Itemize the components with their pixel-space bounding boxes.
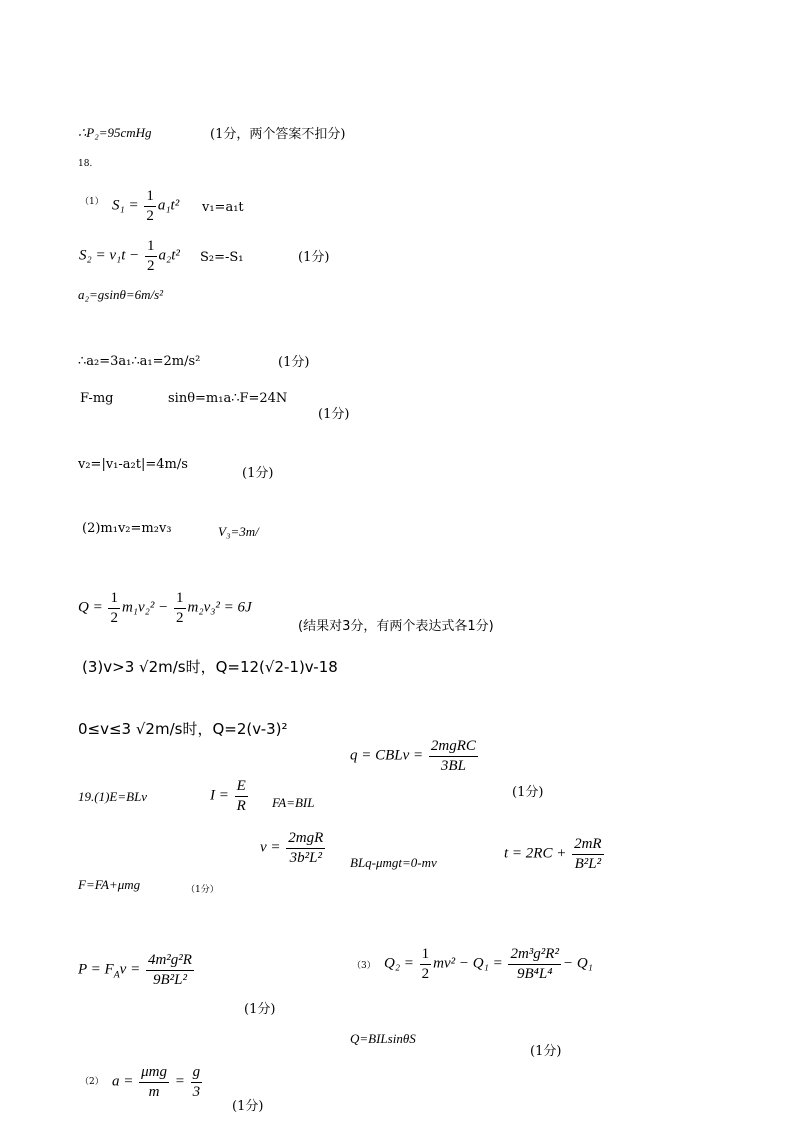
v2-score-note: (1分) [242,466,274,481]
acceleration-score-note: (1分) [232,1099,264,1114]
formula-heat-q: Q = $\frac{1}{2}$ m₁v₂² − $\frac{1}{2}$ m₂v₃² = 6J [78,590,252,626]
part3-case-2: 0≤v≤3 √2m/s时，Q=2(v-3)² [78,720,288,738]
formula-current-i: I = $\frac{E}{R}$ [210,778,246,814]
heat-expression-score-note: (1分) [530,1044,562,1059]
formula-charge-q: q = CBLv = $\frac{\text{2mgRC}}{3BL}$ [350,738,476,774]
v1-expression: v₁=a₁t [202,200,244,215]
part3-case-1: (3)v>3 √2m/s时，Q=12(√2-1)v-18 [82,658,338,676]
a2-expression: a₂=gsinθ=6m/s² [78,287,164,302]
formula-heat-q2: Q₂ = $\frac{1}{2}$ mv² − Q₁ = $\frac{\text{2m³g²R²}}{\text{9B⁴L⁴}}$ − Q₁ [384,946,593,982]
s2-score-note: (1分) [298,250,330,265]
ampere-force: FA=BIL [272,795,315,810]
a2-a1-score-note: (1分) [278,355,310,370]
a2-a1-relation: ∴a₂=3a₁∴a₁=2m/s² [78,354,201,369]
p2-score-note: (1分，两个答案不扣分) [210,127,346,142]
force-sum: F=FA+μmg [78,877,141,892]
formula-power-p: $P = F_Av$ = $\frac{\text{4m²g²R}}{\text{9B²L²}}$ [78,952,192,988]
force-sum-score-note: （1分） [186,885,219,895]
formula-time-t: t = 2RC + $\frac{2mR}{\text{B²L²}}$ [504,836,602,872]
q19-emf: 19.(1)E=BLv [78,789,148,804]
question-18-number: 18. [78,159,93,169]
q19-score-note: (1分) [512,785,544,800]
part2-label: （2） [80,1077,104,1087]
formula-s1: S₁ = $\frac{1}{2}$ a₁t² [112,188,180,224]
formula-velocity-v: v = $\frac{\text{2mgR}}{\text{3b²L²}}$ [260,830,324,866]
force-score-note: (1分) [318,407,350,422]
heat-expression-q: Q=BILsinθS [350,1031,416,1046]
v3-expression: V₃=3m/ [218,524,259,539]
momentum-equation: (2)m₁v₂=m₂v₃ [82,521,172,536]
formula-s2: S₂ = v₁t − $\frac{1}{2}$ a₂t² [79,238,180,274]
power-score-note: (1分) [244,1002,276,1017]
part1-label: （1） [80,197,104,207]
force-expression-left: F-mg [80,391,114,406]
v2-expression: v₂=|v₁-a₂t|=4m/s [78,457,188,472]
heat-score-note: (结果对3分，有两个表达式各1分) [298,619,494,634]
force-expression-right: sinθ=m₁a∴F=24N [168,391,288,406]
formula-acceleration-a: a = $\frac{\text{μmg}}{m}$ = $\frac{g}{3}$ [112,1064,201,1100]
s2-relation: S₂=-S₁ [200,250,244,265]
p2-result: ∴P₂=95cmHg [78,125,152,140]
part3-label: （3） [352,961,376,971]
impulse-equation: BLq-μmgt=0-mv [350,855,437,870]
